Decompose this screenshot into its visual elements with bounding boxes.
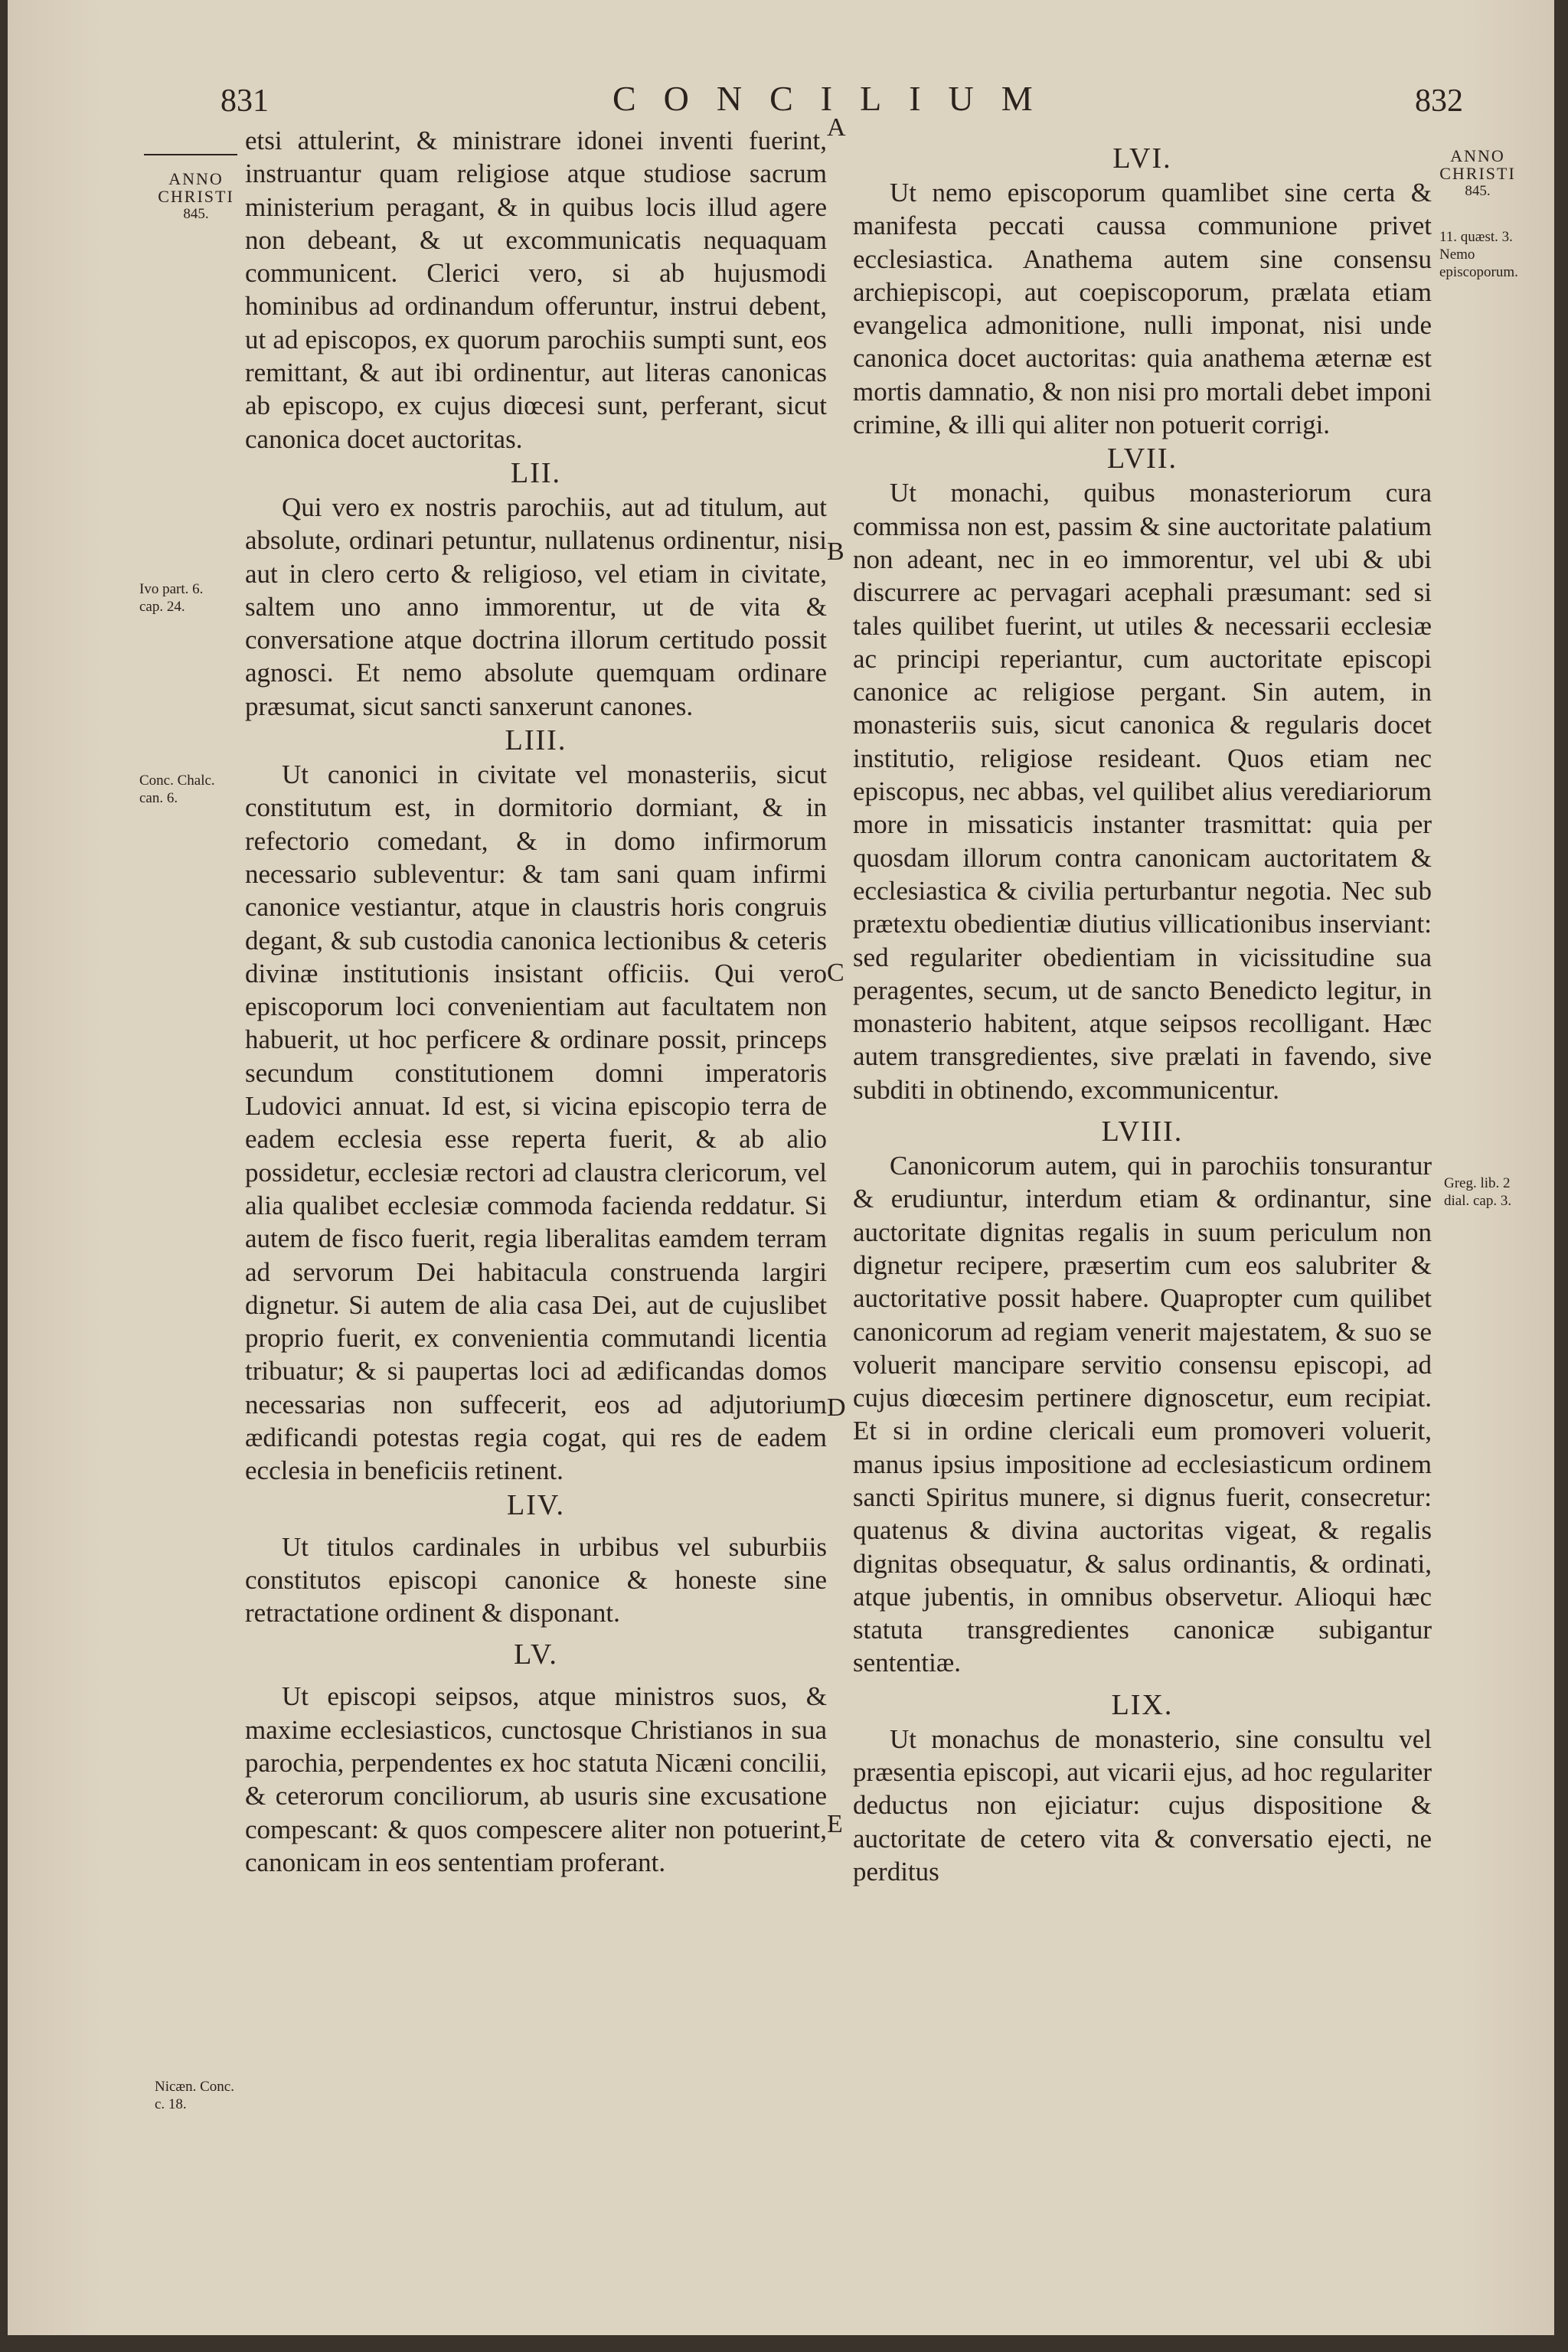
ivo-reference-note: Ivo part. 6. cap. 24. <box>139 581 204 615</box>
anno-year: 845. <box>183 206 209 222</box>
margin-letter-d: D <box>827 1393 846 1422</box>
book-page <box>8 0 1554 2335</box>
canon-lvii-text: Ut monachi, quibus monasteriorum cura commissa non est, passim & sine auctoritate palatium non adeant, nec in eo immorentur, vel ubi & ubi discurrere ac pervagari acephali præsumant: sed si tales quilibet fuerint, ut utiles & necessarii ecclesiæ ac principi reperiantur, cum auctoritate episcopi canonice ac religiose pergant. Sin autem, in monasteriis suis, sicut canonica & regularis docet institutio, religiose resideant. Quos etiam nec episcopus, nec abbas, vel quilibet alius verediariorum more in missaticis instanter trasmittat: quia per quosdam illorum contra canonicam auctoritatem & ecclesiastica & civilia perturbantur negotia. Nec sub prætextu obedientiæ diutius villicationibus inserviant: sed regulariter obedientiam in vicissitudine sua peragentes, secum, ut de sancto Benedicto legitur, in monasterio habitent, atque seipsos recolligant. Hæc autem transgredientes, sive prælati in favendo, sive subditi in obtinendo, excommunicentur. <box>853 478 1432 1105</box>
canon-heading-liii: LIII. <box>505 724 567 757</box>
margin-letter-b: B <box>827 537 844 566</box>
quaestio-reference-note: 11. quæst. 3. Nemo episcoporum. <box>1439 229 1518 280</box>
canon-heading-lviii: LVIII. <box>1101 1116 1184 1148</box>
anno-label: ANNO <box>168 169 224 188</box>
gregory-reference-note: Greg. lib. 2 dial. cap. 3. <box>1444 1175 1512 1209</box>
canon-heading-liv: LIV. <box>507 1488 565 1521</box>
page-number-right: 832 <box>1415 83 1463 119</box>
canon-liv-text: Ut titulos cardinales in urbibus vel suburbiis constitutos episcopi canonice & honeste sine retractatione ordinent & disponant. <box>245 1531 827 1628</box>
margin-letter-a: A <box>827 113 846 142</box>
anno-label: ANNO <box>1450 146 1505 165</box>
canon-liii-text: Ut canonici in civitate vel monasteriis, sicut constitutum est, in dormitorio dormiant, & in refectorio comedant, & in domo infirmorum necessario subleventur: & tam sani quam infirmi canonice vestiantur, atque in claustris horis congruis degant, & sub custodia canonica lectionibus & ceteris divinæ institutionis insistant officiis. Qui vero episcoporum loci convenientiam aut facultatem non habuerit, ut hoc perficere & ordinare possit, princeps secundum constitutionem domni imperatoris Ludovici annuat. Id est, si vicina episcopio terra de eadem ecclesia esse reperta fuerit, & ab alio possidetur, ecclesiæ rectori ad claustra clericorum, vel alia qualibet ecclesiæ commoda facienda reddatur. Si autem de fisco fuerit, regia liberalitas eamdem terram ad servorum Dei habitacula construenda largiri dignetur. Si autem de alia casa Dei, aut de cujuslibet proprio fuerit, ex convenientia commutandi licentia tribuatur; & si paupertas loci ad ædificandas domos necessarias non suffecerit, eos ad adjutorium ædificandi potestas regia cogat, qui res de eadem ecclesia in beneficiis retinent. <box>245 760 827 1486</box>
canon-li-continuation: etsi attulerint, & ministrare idonei inventi fuerint, instruantur quam religiose atque studiose sacrum ministerium peragant, & in quibus locis illud agere non debeant, & ut excommunicatis nequaquam communicent. Clerici vero, si ab hujusmodi hominibus ad ordinandum offeruntur, instrui debent, ut ad episcopos, ex quorum parochiis sumpti sunt, eos remittant, & aut ibi ordinentur, aut literas canonicas ab episcopo, ex cujus diœcesi sunt, perferant, sicut canonica docet auctoritas. <box>245 126 827 454</box>
right-anno-note <box>1435 147 1521 200</box>
header-rule <box>144 154 237 155</box>
canon-lii-text: Qui vero ex nostris parochiis, aut ad titulum, aut absolute, ordinari petuntur, nullatenus ordinentur, nisi aut in clero certo & religioso, vel etiam in civitate, saltem uno anno immorentur, ut de vita & conversatione atque doctrina illorum certitudo possit agnosci. Et nemo absolute quemquam ordinare præsumat, sicut sancti sanxerunt canones. <box>245 492 827 721</box>
page-number-left: 831 <box>220 83 269 119</box>
canon-heading-lv: LV. <box>514 1638 558 1671</box>
canon-heading-lix: LIX. <box>1111 1688 1174 1721</box>
canon-heading-lvi: LVI. <box>1112 142 1172 175</box>
left-anno-note <box>153 170 239 223</box>
nicaea-reference-note: Nicæn. Conc. c. 18. <box>155 2079 234 2112</box>
christi-label: CHRISTI <box>158 187 234 206</box>
christi-label: CHRISTI <box>1439 164 1516 183</box>
canon-heading-lvii: LVII. <box>1107 443 1178 475</box>
chalcedon-reference-note: Conc. Chalc. can. 6. <box>139 773 215 806</box>
canon-lvi-text: Ut nemo episcoporum quamlibet sine certa & manifesta peccati caussa communione privet ecclesiastica. Anathema autem sine consensu archiepiscopi, aut coepiscoporum, prælata etiam evangelica admonitione, nulli imponat, nisi unde canonica docet auctoritas: quia anathema æternæ est mortis damnatio, & non nisi pro mortali debet imponi crimine, & illi qui aliter non potuerit corrigi. <box>853 178 1432 440</box>
canon-lix-text: Ut monachus de monasterio, sine consultu vel præsentia episcopi, aut vicarii ejus, ad hoc regulariter deductus non ejiciatur: cujus dispositione & auctoritate de cetero vita & conversatio ejecti, ne perditus <box>853 1723 1432 1886</box>
left-text-column <box>245 124 827 1879</box>
right-text-column <box>853 141 1432 1888</box>
anno-year: 845. <box>1465 183 1491 199</box>
running-title: CONCILIUM <box>612 79 1060 118</box>
margin-letter-c: C <box>827 959 844 987</box>
canon-lviii-text: Canonicorum autem, qui in parochiis tonsurantur & erudiuntur, interdum etiam & ordinantur, sine auctoritate dignitas regalis in suum periculum non dignetur recipere, præsertim cum eos salubriter & auctoritative possit habere. Quapropter cum quilibet canonicorum ad regiam venerit majestatem, & suo se voluerit mancipare servitio consensu episcopi, ad cujus diœcesim pertinere dignoscetur, eum recipiat. Et si in ordine clericali eum promoveri voluerit, manus ipsius impositione ad ecclesiasticum ordinem sancti Spiritus munere, si dignus fuerit, consecretur: quatenus & divina auctoritas vigeat, & regalis dignitas obsequatur, & salus ordinantis, & ordinati, atque jubentis, in omnibus observetur. Alioqui hæc statuta transgredientes canonicæ subigantur sententiæ. <box>853 1151 1432 1678</box>
margin-letter-e: E <box>827 1810 843 1838</box>
canon-lv-text: Ut episcopi seipsos, atque ministros suos, & maxime ecclesiasticos, cunctosque Christianos in sua parochia, perpendentes ex hoc statuta Nicæni concilii, & ceterorum conciliorum, ab usuris sine excusatione compescant: & quos compescere aliter non potuerint, canonicam in eos sententiam proferant. <box>245 1681 827 1877</box>
canon-heading-lii: LII. <box>510 456 562 489</box>
